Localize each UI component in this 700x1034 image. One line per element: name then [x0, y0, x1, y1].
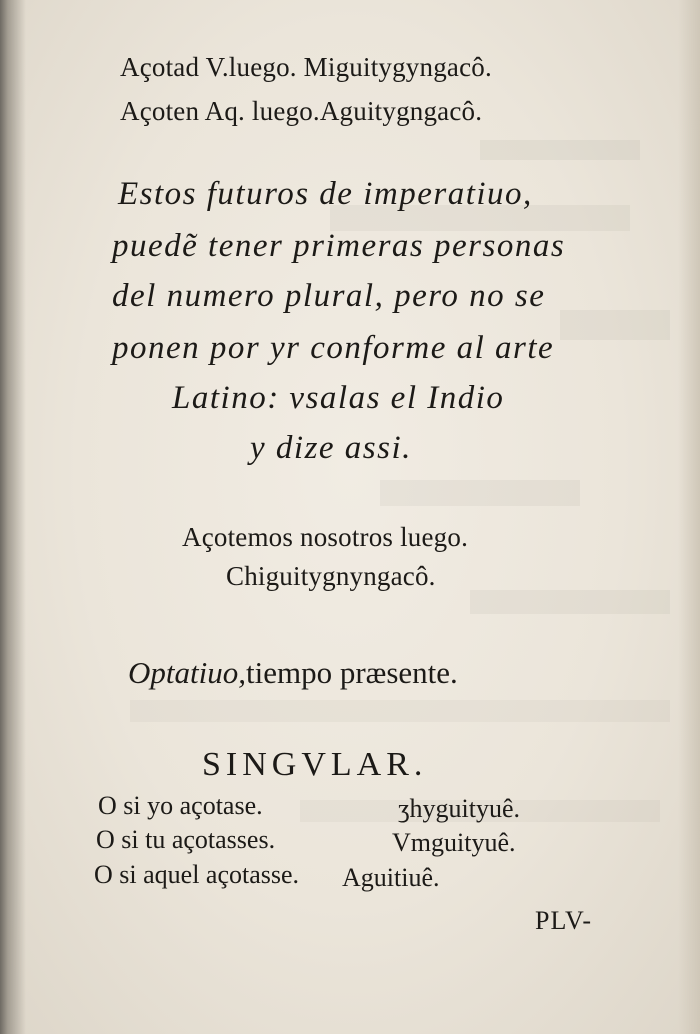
- conjugation-spanish-3: O si aquel açotasse.: [94, 860, 300, 889]
- conjugation-native-3: Aguitiuê.: [342, 863, 440, 892]
- page-edge: [678, 0, 700, 1034]
- conjugation-native-1: ʒhyguityuê.: [398, 794, 521, 823]
- section-heading-italic: Optatiuo,: [128, 655, 246, 690]
- italic-line-4: ponen por yr conforme al arte: [112, 330, 555, 366]
- show-through-bleed: [380, 480, 580, 506]
- show-through-bleed: [480, 140, 640, 160]
- italic-line-2: puedẽ tener primeras personas: [112, 228, 566, 264]
- italic-line-5: Latino: vsalas el Indio: [172, 380, 505, 416]
- text-line-4: Chiguitygnyngacô.: [226, 561, 436, 591]
- italic-line-1: Estos futuros de imperatiuo,: [118, 176, 533, 212]
- italic-line-3: del numero plural, pero no se: [112, 278, 546, 314]
- conjugation-spanish-1: O si yo açotase.: [98, 791, 263, 820]
- gutter-shadow: [0, 0, 26, 1034]
- singular-heading: SINGVLAR.: [202, 746, 428, 783]
- conjugation-spanish-2: O si tu açotasses.: [96, 825, 276, 854]
- conjugation-native-2: Vmguityuê.: [392, 828, 516, 857]
- text-line-2: Açoten Aq. luego.Aguitygngacô.: [120, 96, 483, 126]
- show-through-bleed: [470, 590, 670, 614]
- italic-line-6: y dize assi.: [250, 430, 412, 466]
- text-line-3: Açotemos nosotros luego.: [182, 522, 469, 552]
- text-line-1: Açotad V.luego. Miguitygyngacô.: [120, 52, 492, 82]
- show-through-bleed: [560, 310, 670, 340]
- show-through-bleed: [130, 700, 670, 722]
- section-heading: [128, 657, 458, 688]
- section-heading-roman: tiempo præsente.: [245, 655, 458, 690]
- catchword: PLV-: [535, 906, 593, 935]
